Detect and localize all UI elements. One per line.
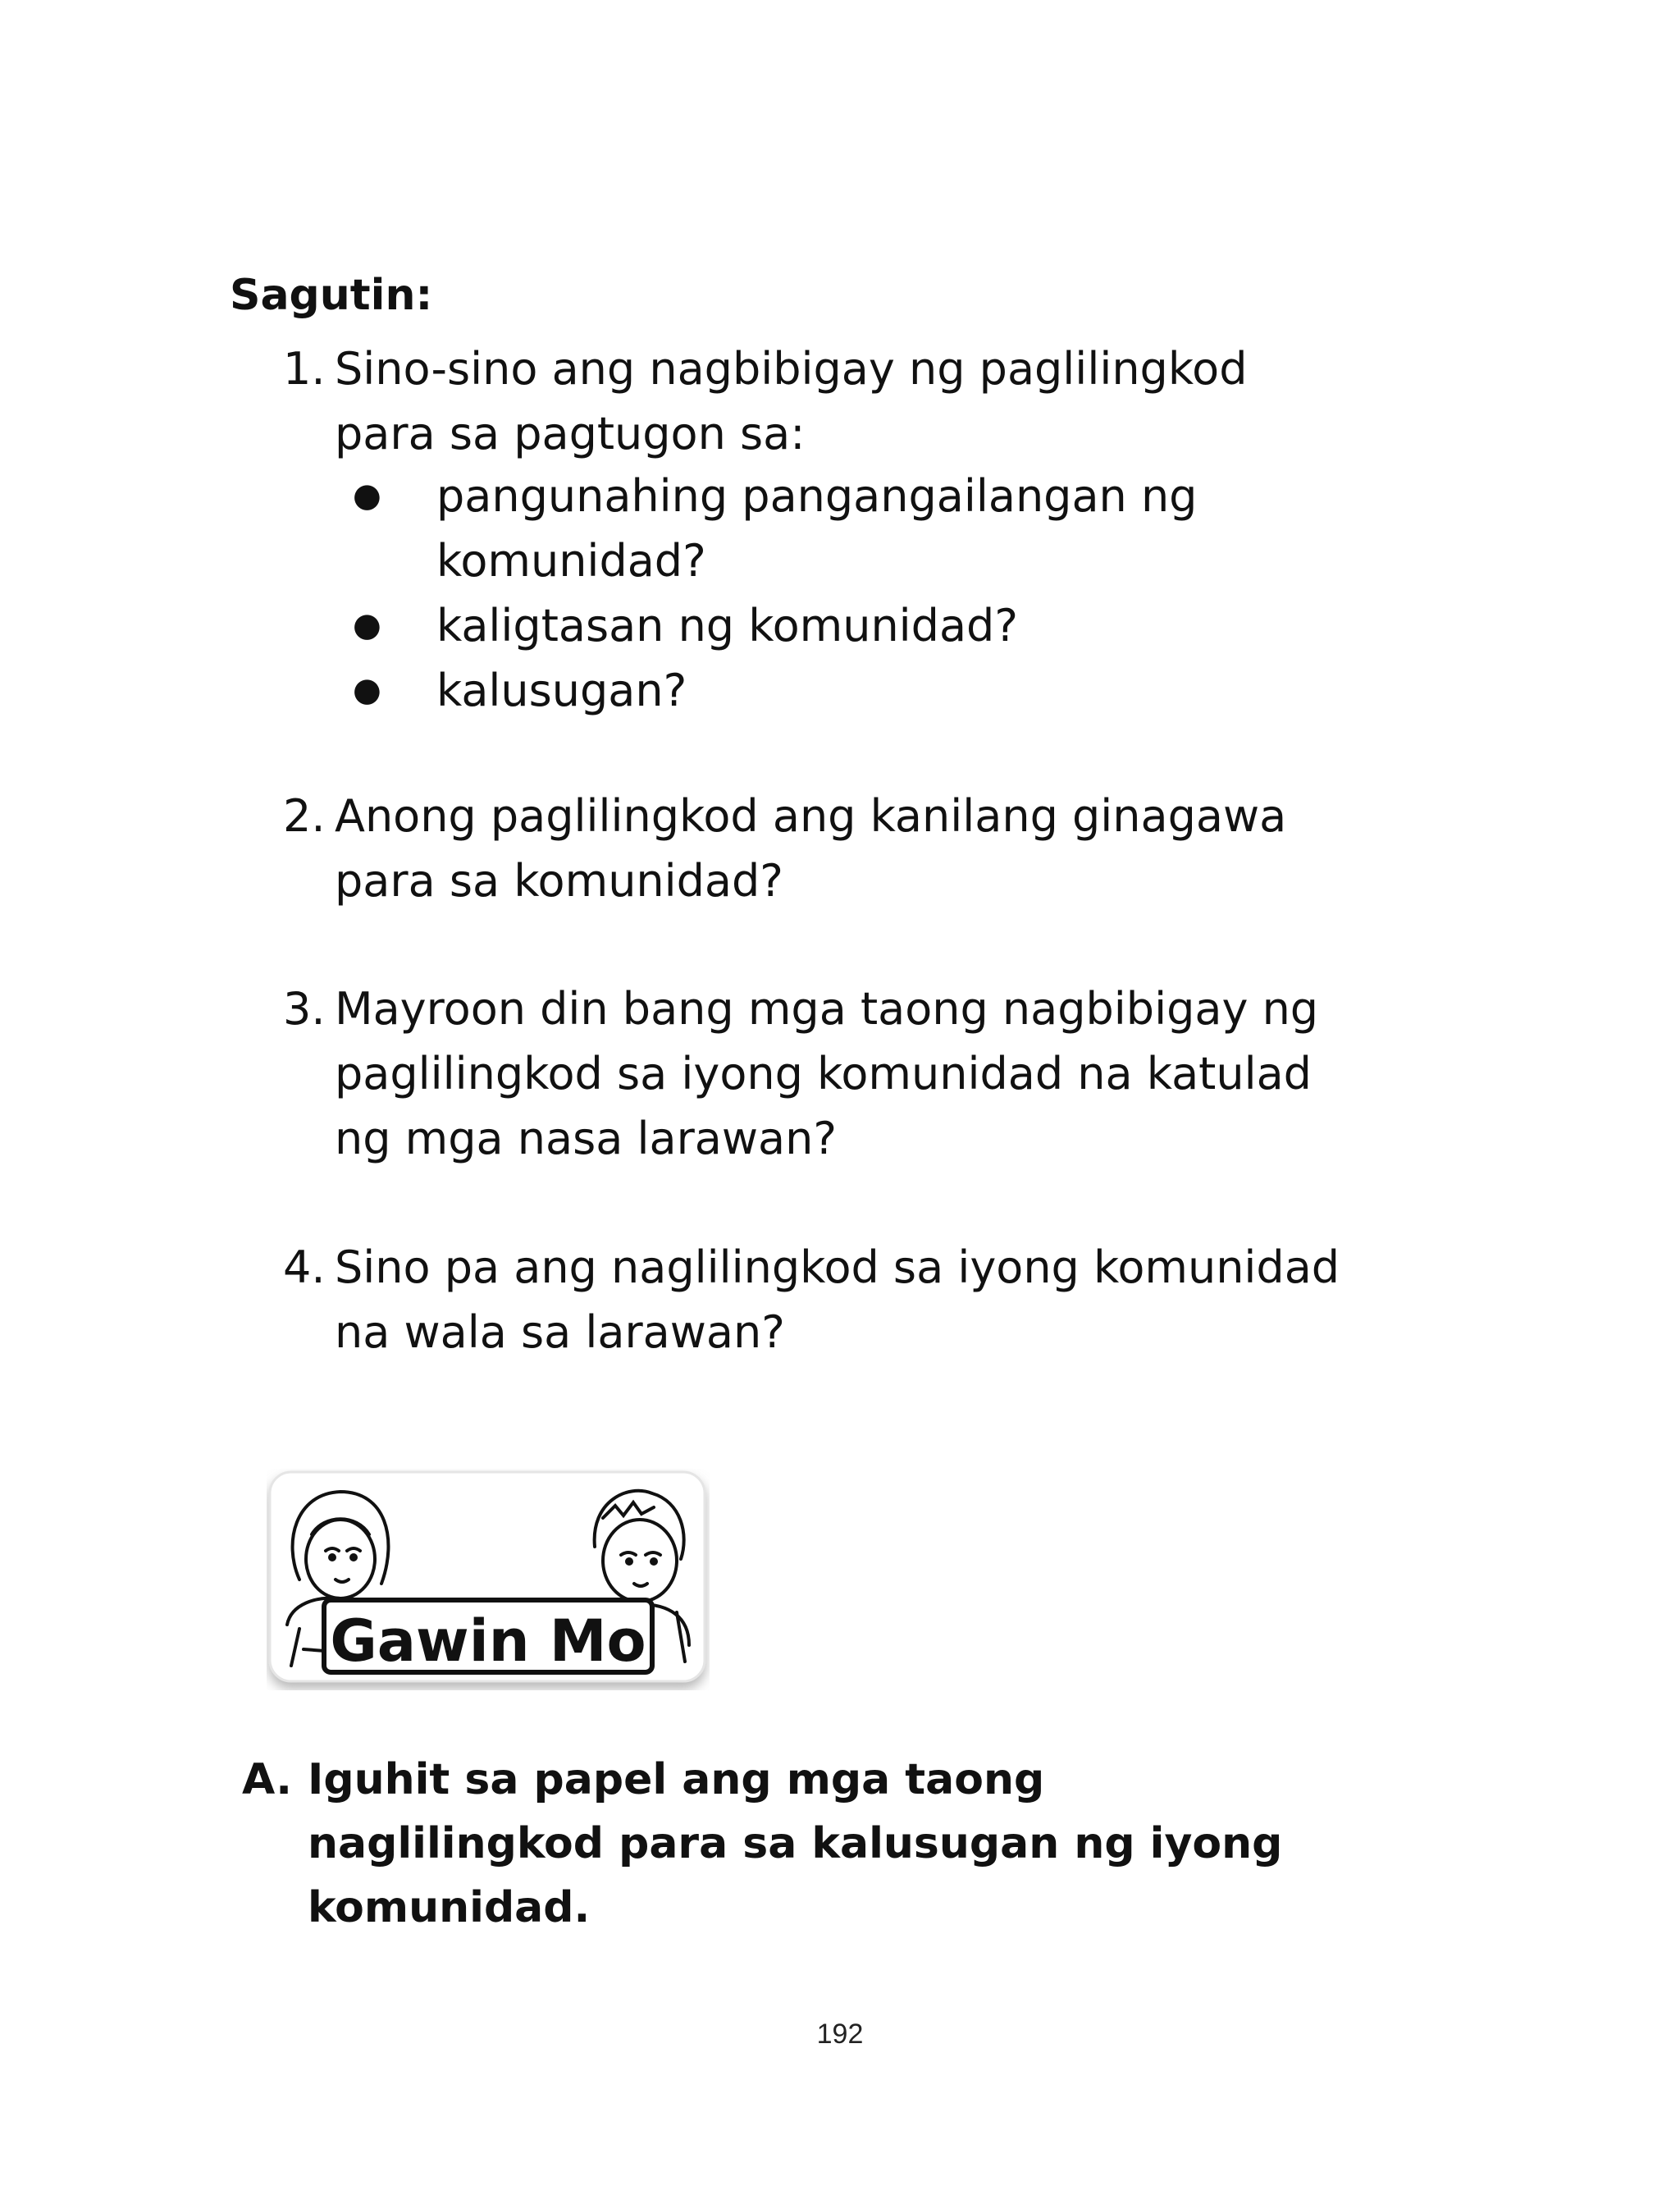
bullet-dot-icon: ● (353, 477, 381, 514)
question-text: Mayroon din bang mga taong nagbibigay ng paglilingkod sa iyong komunidad na katulad ng mga nasa larawan? (335, 983, 1319, 1164)
question-text: Anong paglilingkod ang kanilang ginagawa para sa komunidad? (335, 790, 1287, 907)
task-text: Iguhit sa papel ang mga taong naglilingkod para sa kalusugan ng iyong komunidad. (308, 1755, 1283, 1932)
question-number: 4. (283, 1241, 326, 1293)
bullet-item: ● kalusugan? (345, 658, 1322, 723)
bullet-dot-icon: ● (353, 606, 381, 644)
bullet-item: ● kaligtasan ng komunidad? (345, 593, 1322, 658)
task-a (242, 1748, 1390, 1940)
section-heading: Sagutin: (230, 271, 433, 320)
question-1 (283, 336, 1415, 466)
question-number: 2. (283, 790, 326, 842)
question-number: 1. (283, 343, 326, 395)
question-4 (283, 1235, 1415, 1365)
question-2 (283, 784, 1415, 913)
question-number: 3. (283, 983, 326, 1035)
task-label: A. (242, 1755, 292, 1804)
bullet-item: ● pangunahing pangangailangan ng komunidad? (345, 464, 1322, 593)
gawin-mo-label: Gawin Mo (330, 1607, 646, 1675)
page-number: 192 (816, 2019, 864, 2050)
question-3 (283, 976, 1415, 1171)
question-text: Sino-sino ang nagbibigay ng paglilingkod para sa pagtugon sa: (335, 343, 1248, 459)
question-text: Sino pa ang naglilingkod sa iyong komunidad na wala sa larawan? (335, 1241, 1340, 1358)
bullet-dot-icon: ● (353, 671, 381, 709)
bullet-list (345, 464, 1322, 723)
